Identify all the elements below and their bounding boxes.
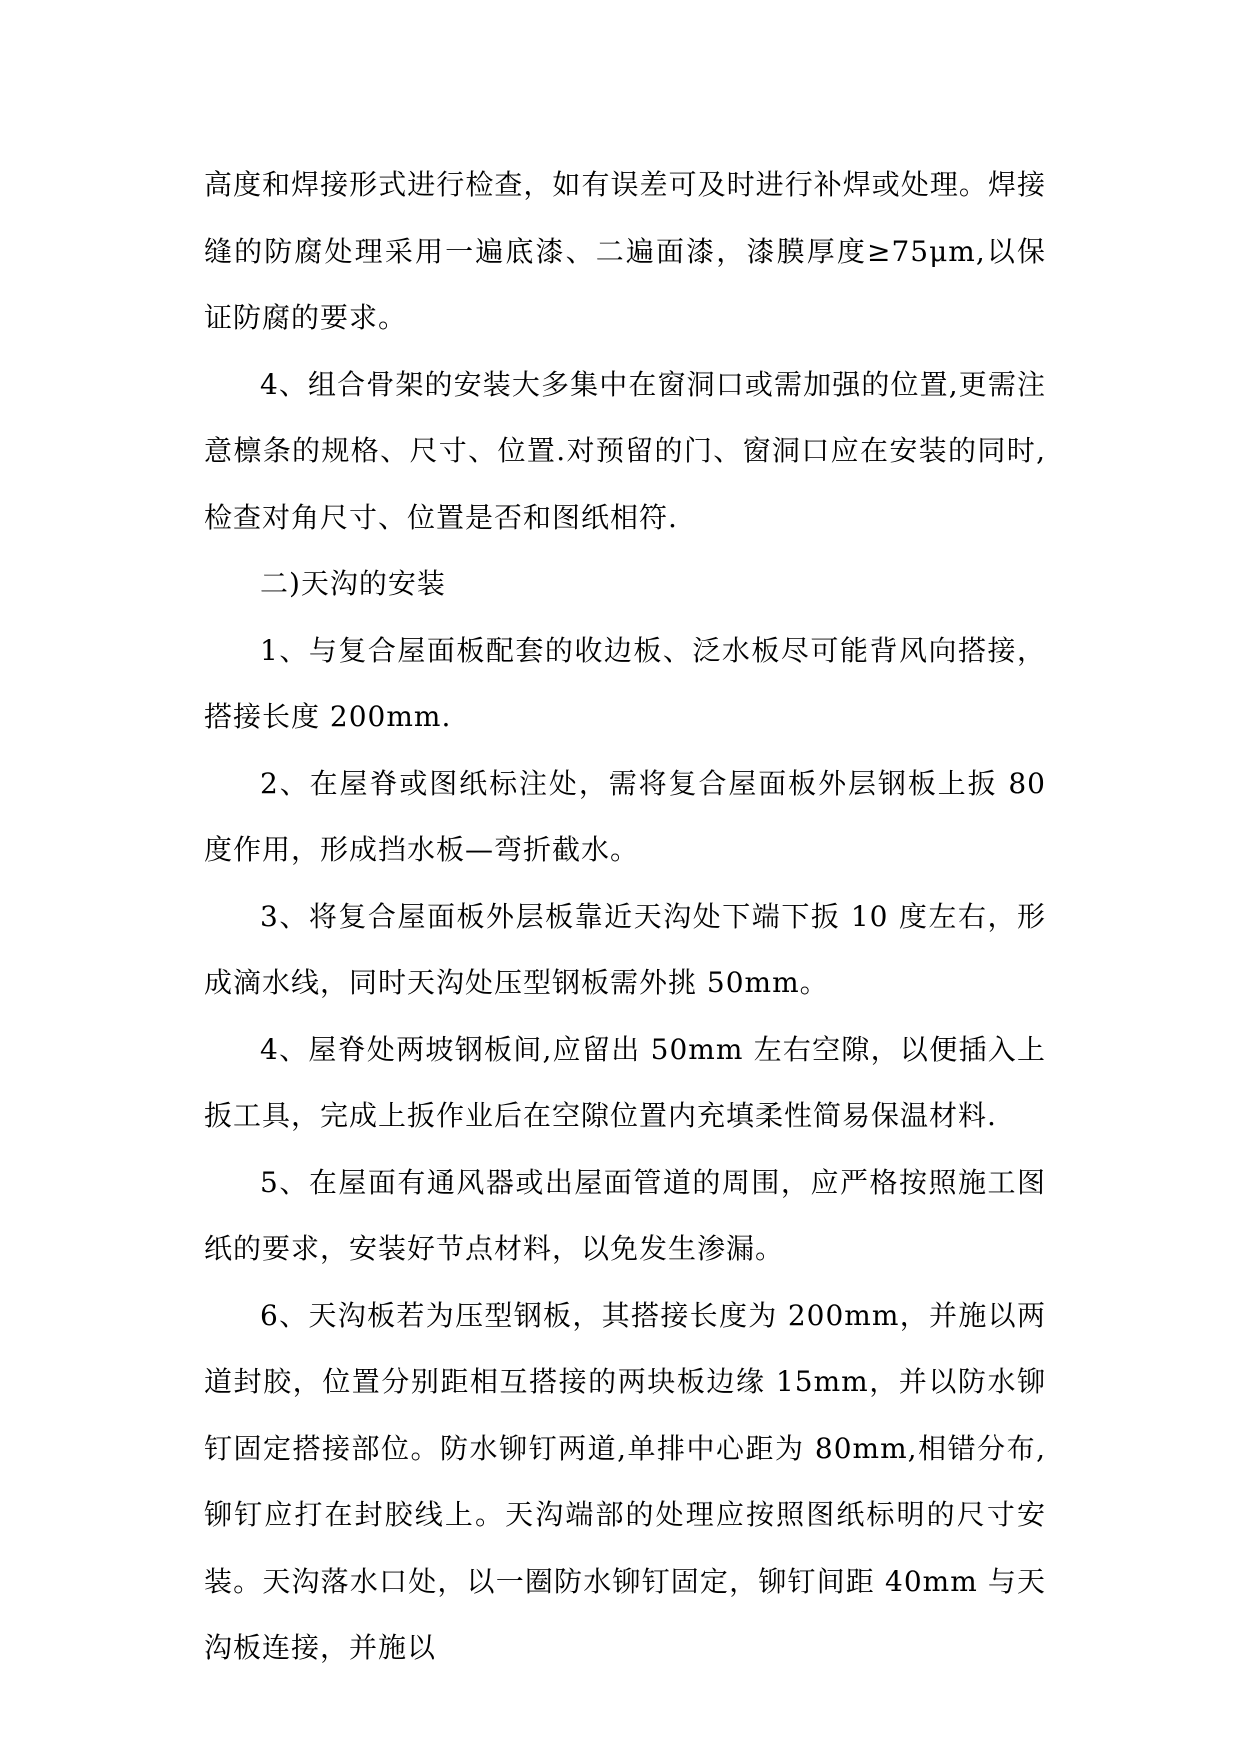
paragraph-item-3: 3、将复合屋面板外层板靠近天沟处下端下扳 10 度左右，形成滴水线，同时天沟处压型钢板需外挑 50mm。 bbox=[204, 899, 1046, 999]
paragraph-item-5: 5、在屋面有通风器或出屋面管道的周围，应严格按照施工图纸的要求，安装好节点材料，以免发生渗漏。 bbox=[204, 1165, 1046, 1265]
paragraph-item-2: 2、在屋脊或图纸标注处，需将复合屋面板外层钢板上扳 80 度作用，形成挡水板—弯折截水。 bbox=[204, 766, 1056, 866]
paragraph-item-4-frame: 4、组合骨架的安装大多集中在窗洞口或需加强的位置,更需注意檩条的规格、尺寸、位置.对预留的门、窗洞口应在安装的同时,检查对角尺寸、位置是否和图纸相符. bbox=[204, 367, 1046, 534]
paragraph-item-6: 6、天沟板若为压型钢板，其搭接长度为 200mm，并施以两道封胶，位置分别距相互搭接的两块板边缘 15mm，并以防水铆钉固定搭接部位。防水铆钉两道,单排中心距为 80mm,相错分布,铆钉应打在封胶线上。天沟端部的处理应按照图纸标明的尺寸安装。天沟落水口处，以一圈防水铆钉固定，铆钉间距 40mm 与天沟板连接，并施以 bbox=[204, 1298, 1046, 1664]
paragraph-item-1: 1、与复合屋面板配套的收边板、泛水板尽可能背风向搭接，搭接长度 200mm. bbox=[204, 633, 1046, 733]
section-heading-gutter-install: 二)天沟的安装 bbox=[260, 567, 446, 600]
paragraph-item-4: 4、屋脊处两坡钢板间,应留出 50mm 左右空隙，以便插入上扳工具，完成上扳作业后在空隙位置内充填柔性简易保温材料. bbox=[204, 1032, 1046, 1132]
body-text bbox=[204, 152, 1056, 1682]
paragraph-welding-inspection: 高度和焊接形式进行检查，如有误差可及时进行补焊或处理。焊接缝的防腐处理采用一遍底漆、二遍面漆，漆膜厚度≥75μm,以保证防腐的要求。 bbox=[204, 168, 1046, 334]
